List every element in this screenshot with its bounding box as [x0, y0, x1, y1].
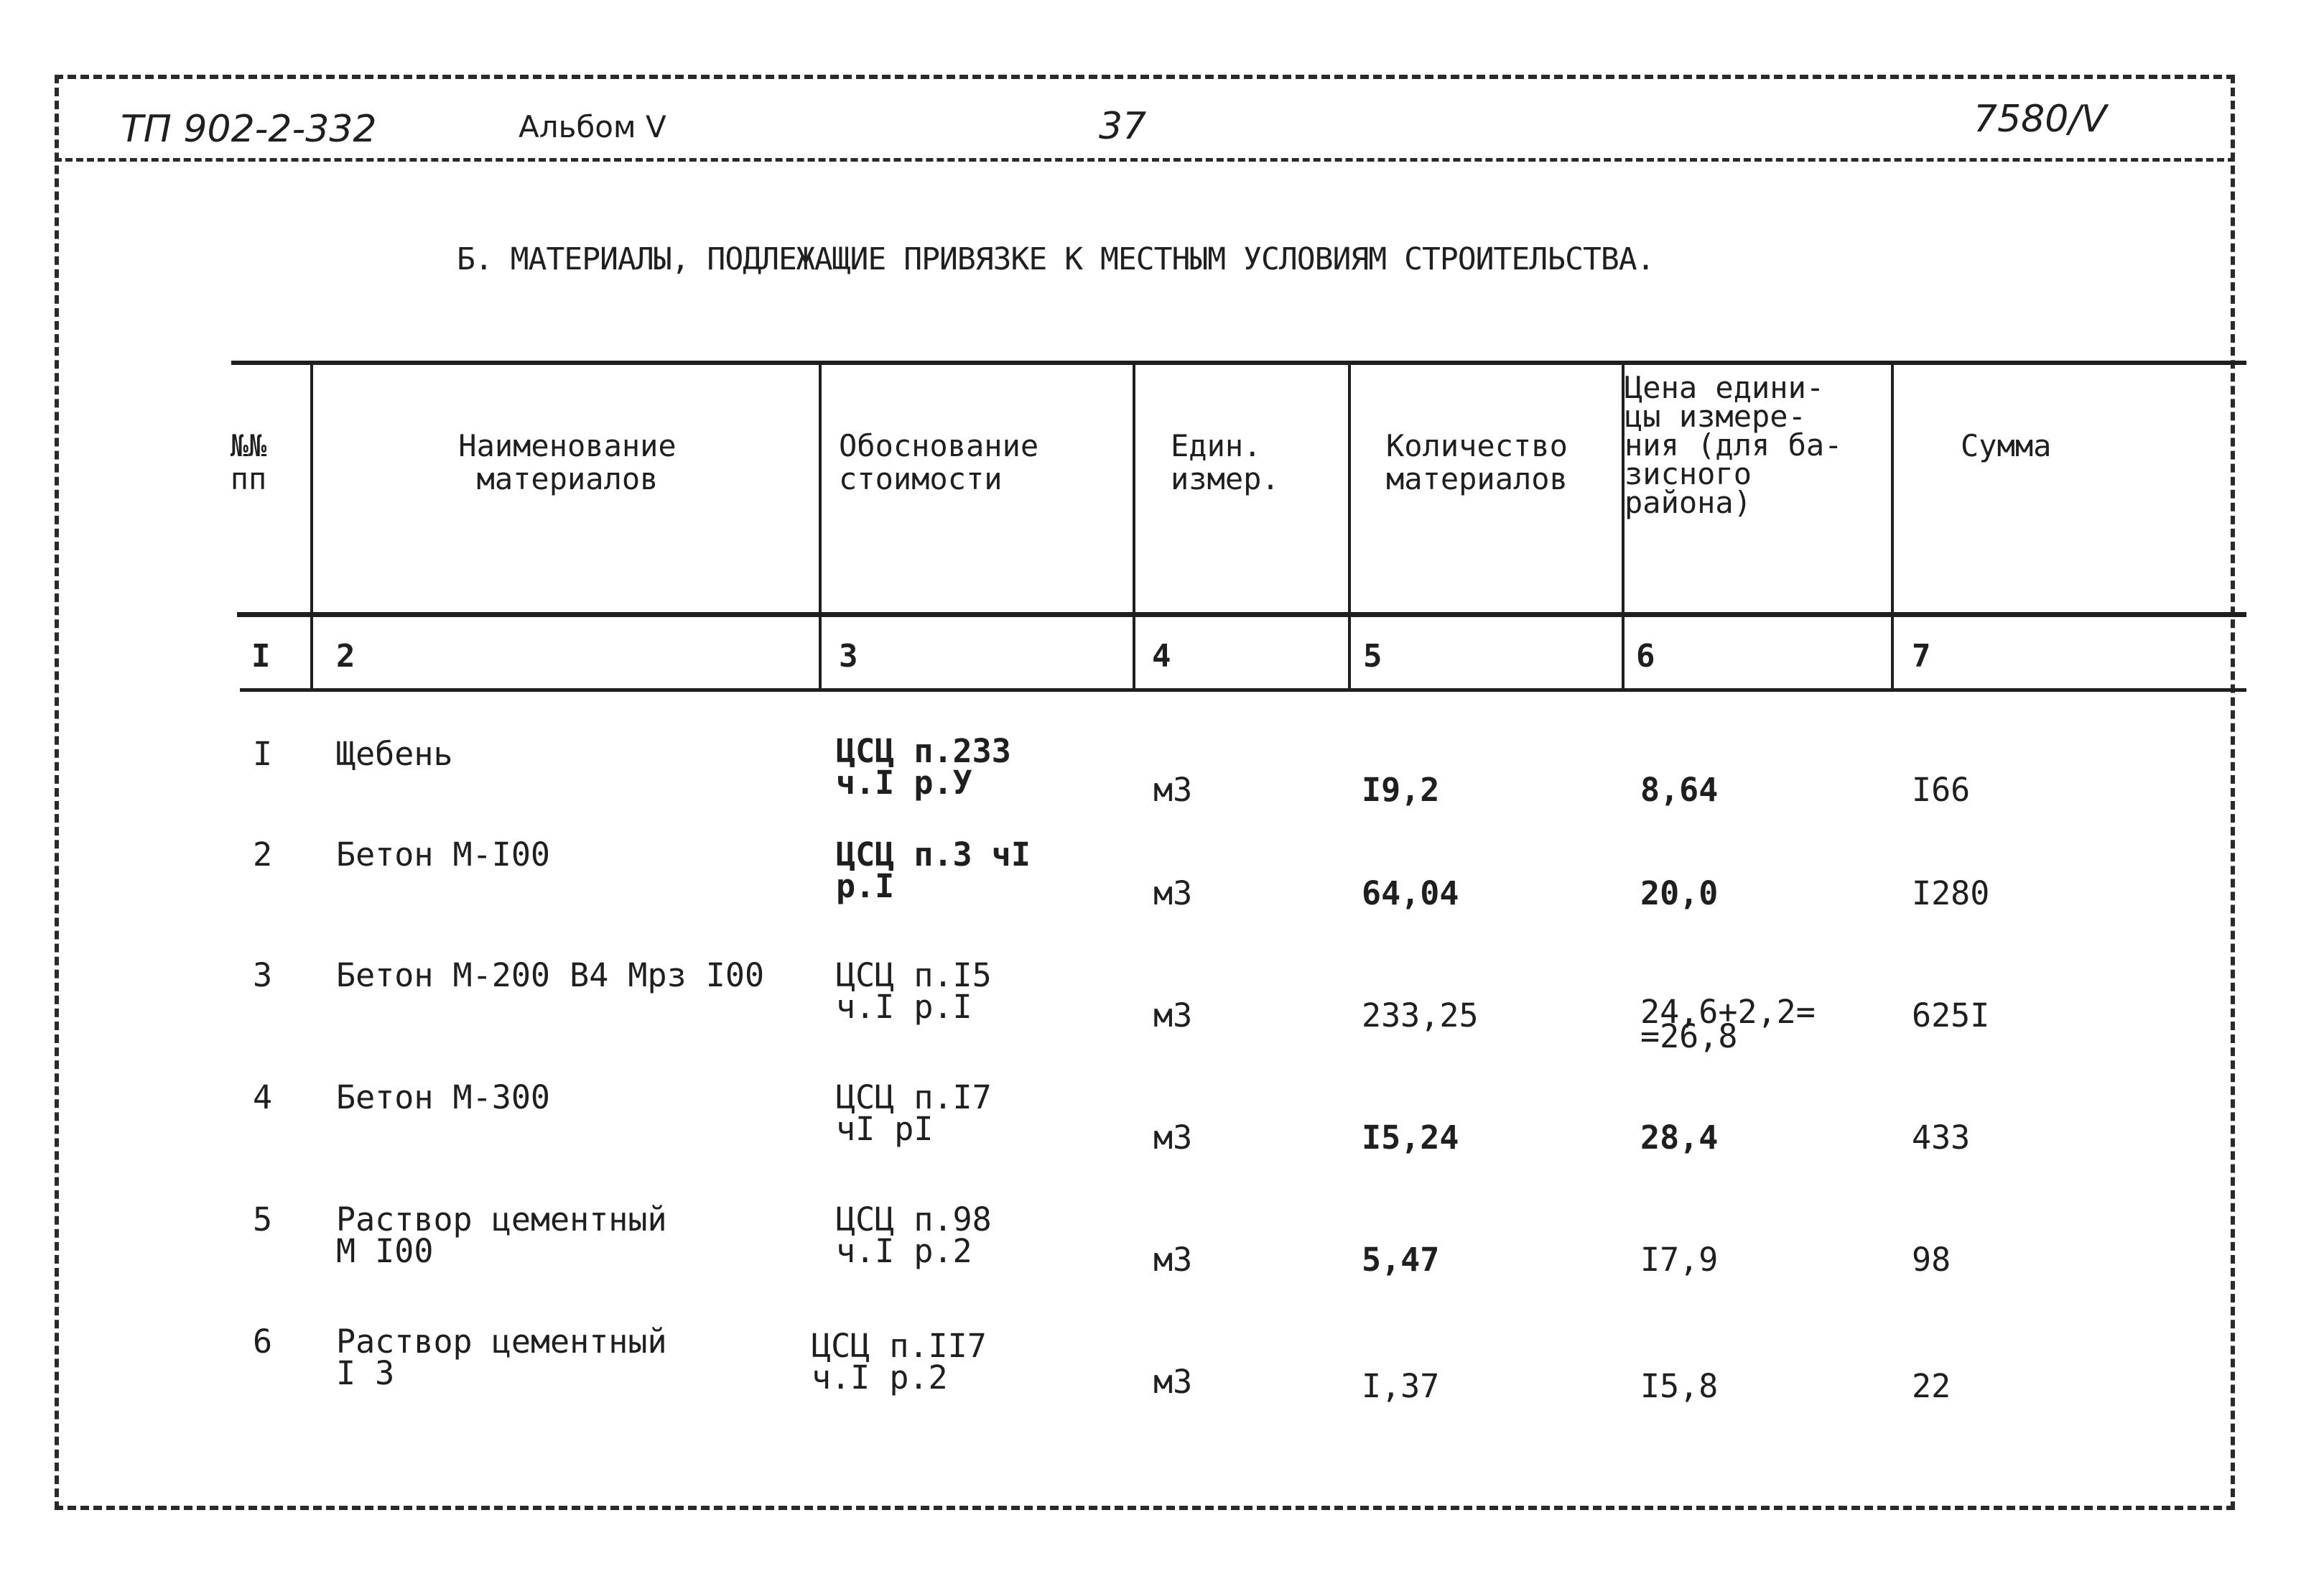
unit-price: 8,64 — [1640, 771, 1719, 809]
col-number-1: I — [251, 638, 271, 675]
material-name: Щебень — [336, 735, 453, 773]
unit-price: 28,4 — [1640, 1119, 1719, 1157]
quantity: 233,25 — [1362, 996, 1479, 1034]
row-number: I — [253, 735, 273, 773]
cost-basis: ЦСЦ п.I7 чI рI — [836, 1078, 992, 1148]
unit-price: I7,9 — [1640, 1241, 1719, 1279]
unit: м3 — [1153, 1119, 1193, 1157]
document-code: ТП 902-2-332 — [121, 108, 377, 151]
row-sum: 433 — [1912, 1119, 1971, 1157]
section-title: Б. МАТЕРИАЛЫ, ПОДЛЕЖАЩИЕ ПРИВЯЗКЕ К МЕСТНЫМ УСЛОВИЯМ СТРОИТЕЛЬСТВА. — [457, 241, 1655, 277]
col-number-4: 4 — [1152, 638, 1171, 675]
cost-basis: ЦСЦ п.I5 ч.I р.I — [836, 956, 992, 1026]
row-number: 5 — [253, 1200, 273, 1238]
row-sum: 22 — [1912, 1367, 1951, 1405]
col-header-name: Наименование материалов — [458, 428, 677, 496]
col-header-number: №№ пп — [230, 428, 267, 496]
row-number: 2 — [253, 835, 273, 874]
album-label: Альбом V — [519, 109, 666, 144]
unit-price: 20,0 — [1640, 874, 1719, 912]
col-header-sum: Сумма — [1961, 428, 2052, 463]
unit: м3 — [1153, 874, 1193, 912]
col-divider-1 — [310, 365, 313, 688]
cost-basis: ЦСЦ п.98 ч.I р.2 — [836, 1200, 992, 1270]
col-number-6: 6 — [1636, 638, 1655, 675]
quantity: 5,47 — [1362, 1241, 1440, 1279]
col-number-2: 2 — [336, 638, 355, 675]
table-top-rule — [231, 361, 2246, 365]
quantity: I9,2 — [1362, 771, 1440, 809]
col-divider-4 — [1348, 365, 1351, 688]
quantity: I,37 — [1362, 1367, 1440, 1405]
material-name: Раствор цементный М I00 — [336, 1200, 667, 1270]
material-name: Раствор цементный I 3 — [336, 1323, 667, 1392]
cost-basis: ЦСЦ п.233 ч.I р.У — [836, 732, 1011, 802]
reference-number: 7580/V — [1974, 98, 2107, 141]
material-name: Бетон М-I00 — [336, 835, 551, 874]
col-divider-3 — [1133, 365, 1135, 688]
row-sum: 625I — [1912, 996, 1990, 1034]
unit: м3 — [1153, 996, 1193, 1034]
row-sum: 98 — [1912, 1241, 1951, 1279]
col-number-3: 3 — [839, 638, 858, 675]
header-divider — [55, 158, 2235, 162]
unit-price: 24,6+2,2= =26,8 — [1640, 993, 1816, 1055]
material-name: Бетон М-300 — [336, 1078, 551, 1116]
unit-price: I5,8 — [1640, 1367, 1719, 1405]
quantity: 64,04 — [1362, 874, 1459, 912]
col-number-5: 5 — [1363, 638, 1382, 675]
col-divider-2 — [819, 365, 822, 688]
row-number: 3 — [253, 956, 273, 994]
unit: м3 — [1153, 1363, 1193, 1401]
row-sum: I280 — [1912, 874, 1990, 912]
page-frame — [55, 75, 2235, 1510]
row-number: 6 — [253, 1323, 273, 1361]
table-numbers-rule — [240, 688, 2246, 692]
page-number: 37 — [1099, 105, 1147, 148]
material-name: Бетон М-200 В4 Мрз I00 — [336, 956, 765, 994]
row-sum: I66 — [1912, 771, 1971, 809]
row-number: 4 — [253, 1078, 273, 1116]
col-header-unit: Един. измер. — [1171, 428, 1280, 496]
col-header-price: Цена едини- цы измере- ния (для ба- зисного района) — [1625, 370, 1843, 520]
table-header-rule — [237, 612, 2246, 617]
col-number-7: 7 — [1912, 638, 1931, 675]
col-header-basis: Обоснование стоимости — [839, 428, 1039, 496]
cost-basis: ЦСЦ п.3 чI р.I — [836, 835, 1031, 905]
col-header-qty: Количество материалов — [1386, 428, 1568, 496]
unit: м3 — [1153, 1241, 1193, 1279]
quantity: I5,24 — [1362, 1119, 1459, 1157]
unit: м3 — [1153, 771, 1193, 809]
cost-basis: ЦСЦ п.II7 ч.I р.2 — [812, 1327, 987, 1397]
col-divider-6 — [1891, 365, 1894, 688]
